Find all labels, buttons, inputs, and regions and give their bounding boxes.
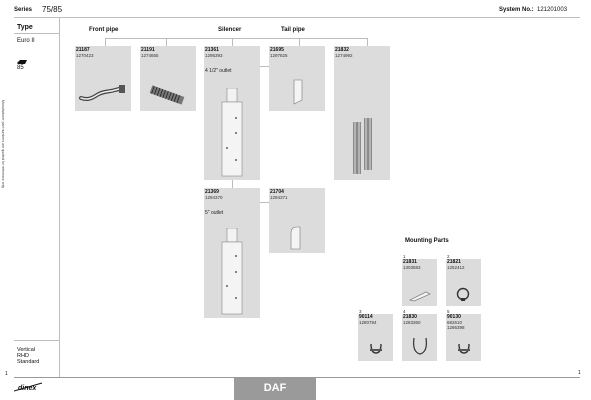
brand-tab[interactable] <box>234 378 316 400</box>
connector-v4 <box>299 38 300 46</box>
silencer-icon <box>221 88 243 178</box>
engine-icon <box>17 52 27 57</box>
dinex-logo <box>14 380 44 392</box>
side-note: Manufacturer part numbers are quoted for reference only <box>1 100 5 189</box>
header-divider <box>14 17 580 18</box>
mounting-index: 4 <box>403 309 406 314</box>
type-label: Type <box>17 24 33 31</box>
series-value: 75/85 <box>42 5 63 14</box>
part-number: 21695 <box>270 47 284 53</box>
connector-silencer-tail-lower <box>260 202 269 203</box>
strap-icon <box>410 336 430 358</box>
column-tail-pipe: Tail pipe <box>281 27 305 33</box>
connector-v5 <box>367 38 368 46</box>
outlet-note: 5" outlet <box>205 210 224 216</box>
connector-silencer-lower <box>232 180 233 188</box>
connector-v1 <box>105 38 106 46</box>
mounting-oe-number: 1252412 <box>447 265 465 270</box>
svg-text:dinex: dinex <box>18 385 37 392</box>
mounting-part-number: 90114 <box>359 314 373 320</box>
connector-silencer-tail <box>260 66 269 67</box>
column-front-pipe: Front pipe <box>89 27 119 33</box>
outlet-note: 4 1/2" outlet <box>205 68 232 74</box>
type-item-85: 85 <box>17 65 24 71</box>
mounting-index: 2 <box>447 254 450 259</box>
mounting-oe-number: 1303583 <box>403 265 421 270</box>
part-number: 21191 <box>141 47 155 53</box>
page-number-right: 1 <box>578 370 581 376</box>
part-number: 21704 <box>270 189 284 195</box>
part-number: 21832 <box>335 47 349 53</box>
ring-clamp-icon <box>455 286 471 302</box>
brand-tab-label: DAF <box>263 382 287 394</box>
type-divider <box>14 33 59 34</box>
flex-pipe-icon <box>146 84 188 106</box>
type-item-euro: Euro II <box>17 38 35 44</box>
clamp-icon <box>408 288 432 302</box>
oe-number: 1297825 <box>270 53 288 58</box>
column-silencer: Silencer <box>218 27 242 33</box>
silencer-icon <box>221 228 243 316</box>
mounting-part-number: 21821 <box>447 259 461 265</box>
sidebar-divider <box>59 17 60 377</box>
mounting-parts-title: Mounting Parts <box>405 238 449 244</box>
mounting-oe-number: 1283360 <box>403 320 421 325</box>
tail-pipe-icon <box>288 225 304 251</box>
mounting-part-number: 21830 <box>403 314 417 320</box>
oe-number: 1295393 <box>205 53 223 58</box>
system-value: 121201003 <box>537 7 568 13</box>
heat-shield-icon <box>352 118 374 176</box>
mounting-oe-number: 682610 <box>447 320 463 325</box>
page-number-left: 1 <box>5 371 8 377</box>
part-number: 21369 <box>205 189 219 195</box>
front-pipe-icon <box>79 84 127 104</box>
mounting-index: 1 <box>403 254 406 259</box>
oe-number: 1274992 <box>335 53 353 58</box>
u-bolt-icon <box>368 340 384 356</box>
mounting-index: 3 <box>359 309 362 314</box>
tail-pipe-icon <box>290 78 306 106</box>
oe-number: 1294371 <box>270 195 288 200</box>
system-label: System No.: <box>499 7 534 13</box>
part-number: 21361 <box>205 47 219 53</box>
footer-line-rhd: RHD <box>17 353 29 359</box>
mounting-oe-number: 1280784 <box>359 320 377 325</box>
mounting-part-number: 90130 <box>447 314 461 320</box>
oe-number: 1274655 <box>141 53 159 58</box>
footer-line-standard: Standard <box>17 359 40 365</box>
u-bolt-icon <box>456 340 472 356</box>
oe-number: 1294370 <box>205 195 223 200</box>
series-label: Series <box>14 7 33 13</box>
mounting-part-number: 21831 <box>403 259 417 265</box>
connector-v3 <box>232 38 233 46</box>
footer-line-vertical: Vertical <box>17 347 36 353</box>
footer-divider <box>14 340 59 341</box>
oe-number: 1270423 <box>76 53 94 58</box>
mounting-oe-number-2: 1286398 <box>447 325 465 330</box>
connector-v2 <box>166 38 167 46</box>
connector-top <box>105 38 367 39</box>
mounting-index: 5 <box>447 309 450 314</box>
part-number: 21187 <box>76 47 90 53</box>
